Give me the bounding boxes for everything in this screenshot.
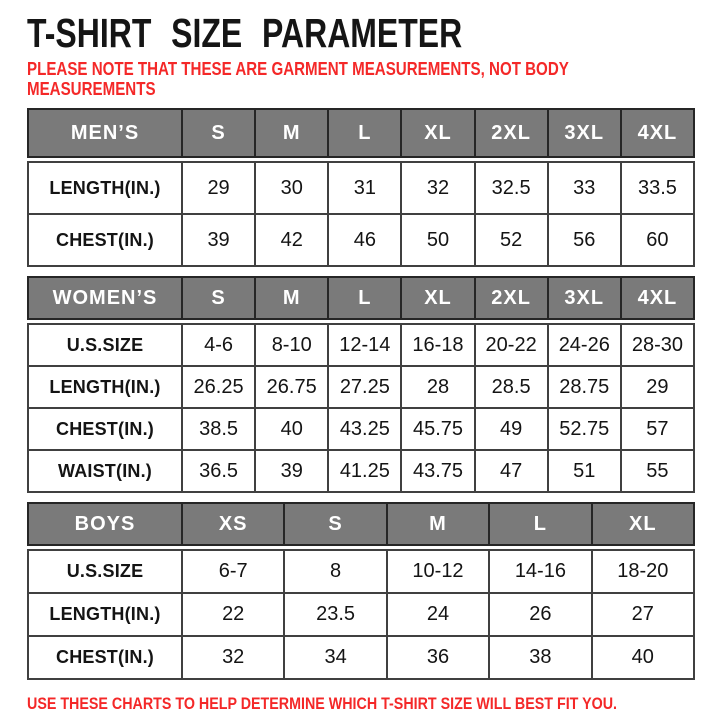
womens-size-column-header: M: [254, 278, 327, 318]
mens-measure-row: [29, 163, 693, 213]
fit-advice-note: USE THESE CHARTS TO HELP DETERMINE WHICH T-SHIRT SIZE WILL BEST FIT YOU.: [27, 694, 618, 713]
cell-value: 50: [400, 215, 473, 265]
mens-size-column-header: 4XL: [620, 110, 693, 156]
cell-value: 24-26: [547, 325, 620, 365]
row-label: U.S.SIZE: [66, 334, 144, 355]
cell-value: 52: [474, 215, 547, 265]
size-table-boys: [27, 502, 695, 680]
womens-group-label: WOMEN’S: [52, 286, 158, 309]
womens-measure-row: [29, 365, 693, 407]
cell-value: 55: [620, 451, 693, 491]
cell-value: 30: [254, 163, 327, 213]
cell-value: 28.5: [474, 367, 547, 407]
womens-size-column-header: L: [327, 278, 400, 318]
cell-value: 60: [620, 215, 693, 265]
mens-size-column-header: 3XL: [547, 110, 620, 156]
womens-header-row: [27, 276, 695, 320]
cell-value: 43.75: [400, 451, 473, 491]
boys-size-column-header: S: [283, 504, 385, 544]
cell-value: 16-18: [400, 325, 473, 365]
cell-value: 57: [620, 409, 693, 449]
cell-value: 38.5: [181, 409, 254, 449]
cell-value: 4-6: [181, 325, 254, 365]
mens-size-column-header: 2XL: [474, 110, 547, 156]
row-label: WAIST(IN.): [58, 460, 152, 481]
cell-value: 28-30: [620, 325, 693, 365]
mens-group-label: MEN’S: [70, 121, 140, 144]
cell-value: 56: [547, 215, 620, 265]
womens-size-column-header: 3XL: [547, 278, 620, 318]
cell-value: 32.5: [474, 163, 547, 213]
boys-header-row: [27, 502, 695, 546]
cell-value: 12-14: [327, 325, 400, 365]
cell-value: 22: [181, 594, 283, 635]
cell-value: 36: [386, 637, 488, 678]
cell-value: 39: [254, 451, 327, 491]
cell-value: 10-12: [386, 551, 488, 592]
mens-measure-row: [29, 213, 693, 265]
mens-header-row: [27, 108, 695, 158]
cell-value: 39: [181, 215, 254, 265]
row-label: CHEST(IN.): [56, 229, 154, 250]
boys-measure-row: [29, 635, 693, 678]
cell-value: 20-22: [474, 325, 547, 365]
cell-value: 18-20: [591, 551, 693, 592]
cell-value: 33: [547, 163, 620, 213]
cell-value: 14-16: [488, 551, 590, 592]
womens-measure-row: [29, 325, 693, 365]
cell-value: 40: [254, 409, 327, 449]
note-line-1: PLEASE NOTE THAT THESE ARE GARMENT MEASUREMENTS, NOT BODY: [27, 59, 569, 79]
cell-value: 27: [591, 594, 693, 635]
cell-value: 26.75: [254, 367, 327, 407]
mens-size-column-header: XL: [400, 110, 473, 156]
cell-value: 28: [400, 367, 473, 407]
row-label: CHEST(IN.): [56, 418, 154, 439]
row-label: CHEST(IN.): [56, 647, 154, 667]
cell-value: 29: [620, 367, 693, 407]
cell-value: 49: [474, 409, 547, 449]
cell-value: 40: [591, 637, 693, 678]
boys-size-column-header: XL: [591, 504, 693, 544]
womens-measure-row: [29, 449, 693, 491]
cell-value: 36.5: [181, 451, 254, 491]
cell-value: 42: [254, 215, 327, 265]
boys-group-label: BOYS: [74, 512, 136, 535]
cell-value: 33.5: [620, 163, 693, 213]
row-label: U.S.SIZE: [66, 561, 144, 581]
cell-value: 46: [327, 215, 400, 265]
cell-value: 27.25: [327, 367, 400, 407]
garment-measurement-note: [27, 59, 588, 99]
boys-size-column-header: M: [386, 504, 488, 544]
womens-size-column-header: 2XL: [474, 278, 547, 318]
boys-table-body: [27, 549, 695, 680]
cell-value: 6-7: [181, 551, 283, 592]
cell-value: 29: [181, 163, 254, 213]
boys-size-column-header: L: [488, 504, 590, 544]
boys-measure-row: [29, 551, 693, 592]
cell-value: 32: [400, 163, 473, 213]
cell-value: 43.25: [327, 409, 400, 449]
cell-value: 34: [283, 637, 385, 678]
row-label: LENGTH(IN.): [49, 604, 161, 624]
womens-size-column-header: S: [181, 278, 254, 318]
cell-value: 26.25: [181, 367, 254, 407]
cell-value: 51: [547, 451, 620, 491]
womens-table-body: [27, 323, 695, 493]
cell-value: 38: [488, 637, 590, 678]
size-tables: [27, 108, 695, 680]
boys-size-column-header: XS: [181, 504, 283, 544]
womens-measure-row: [29, 407, 693, 449]
cell-value: 28.75: [547, 367, 620, 407]
size-table-mens: [27, 108, 695, 267]
row-label: LENGTH(IN.): [49, 376, 161, 397]
size-table-womens: [27, 276, 695, 493]
cell-value: 32: [181, 637, 283, 678]
cell-value: 45.75: [400, 409, 473, 449]
note-line-2: MEASUREMENTS: [27, 79, 156, 99]
cell-value: 41.25: [327, 451, 400, 491]
cell-value: 26: [488, 594, 590, 635]
cell-value: 31: [327, 163, 400, 213]
cell-value: 23.5: [283, 594, 385, 635]
womens-size-column-header: 4XL: [620, 278, 693, 318]
cell-value: 8-10: [254, 325, 327, 365]
cell-value: 24: [386, 594, 488, 635]
cell-value: 47: [474, 451, 547, 491]
mens-table-body: [27, 161, 695, 267]
row-label: LENGTH(IN.): [49, 177, 161, 198]
boys-measure-row: [29, 592, 693, 635]
cell-value: 8: [283, 551, 385, 592]
page-title: T-SHIRT SIZE PARAMETER: [27, 10, 463, 56]
womens-size-column-header: XL: [400, 278, 473, 318]
mens-size-column-header: L: [327, 110, 400, 156]
mens-size-column-header: S: [181, 110, 254, 156]
cell-value: 52.75: [547, 409, 620, 449]
mens-size-column-header: M: [254, 110, 327, 156]
